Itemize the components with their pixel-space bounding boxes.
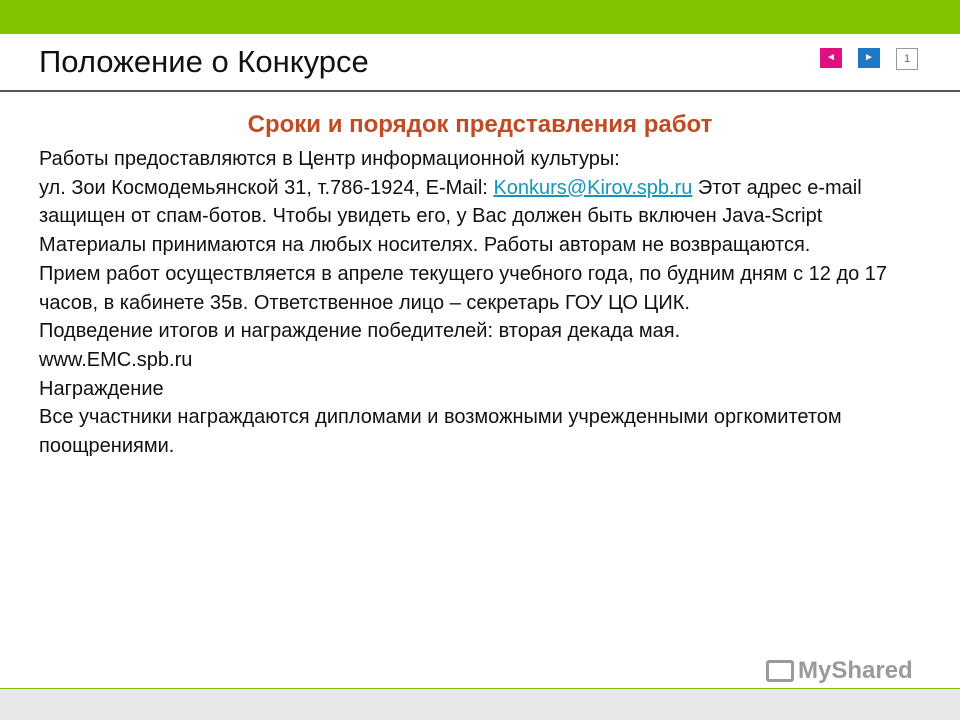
website-text: www.EMC.spb.ru: [39, 348, 193, 371]
address-text: ул. Зои Космодемьянской 31, т.786-1924, E-Mail:: [39, 176, 494, 199]
presentation-icon: [766, 660, 794, 682]
paragraph-awards: Все участники награждаются дипломами и возможными учрежденными оргкомитетом поощрениями.: [39, 406, 842, 458]
header-accent-band: [0, 0, 960, 34]
paragraph-materials: Материалы принимаются на любых носителях. Работы авторам не возвращаются.: [39, 234, 811, 257]
page-number: 1: [896, 48, 918, 70]
paragraph-results: Подведение итогов и награждение победителей: вторая декада мая.: [39, 320, 681, 343]
section-subtitle: Сроки и порядок представления работ: [247, 111, 713, 138]
slide-title: Положение о Конкурсе: [39, 44, 369, 79]
watermark-text: MyShared: [798, 657, 913, 684]
previous-slide-button[interactable]: ◄: [820, 48, 842, 68]
footer-band: [0, 689, 960, 720]
title-divider: [0, 90, 960, 92]
paragraph-address: [39, 174, 919, 231]
slide-body: [39, 145, 919, 461]
next-slide-button[interactable]: ►: [858, 48, 880, 68]
spam-notice-text: Этот адрес e-mail защищен от спам-ботов. Чтобы увидеть его, у Вас должен быть включен Java-Script: [39, 176, 862, 228]
paragraph-reception: Прием работ осуществляется в апреле текущего учебного года, по будним дням с 12 до 17 часов, в кабинете 35в. Ответственное лицо – секретарь ГОУ ЦО ЦИК.: [39, 262, 888, 314]
paragraph-submission-center: Работы предоставляются в Центр информационной культуры:: [39, 148, 620, 170]
email-link[interactable]: Konkurs@Kirov.spb.ru: [493, 176, 693, 199]
watermark: [766, 656, 913, 686]
paragraph-awards-heading: Награждение: [39, 377, 164, 400]
